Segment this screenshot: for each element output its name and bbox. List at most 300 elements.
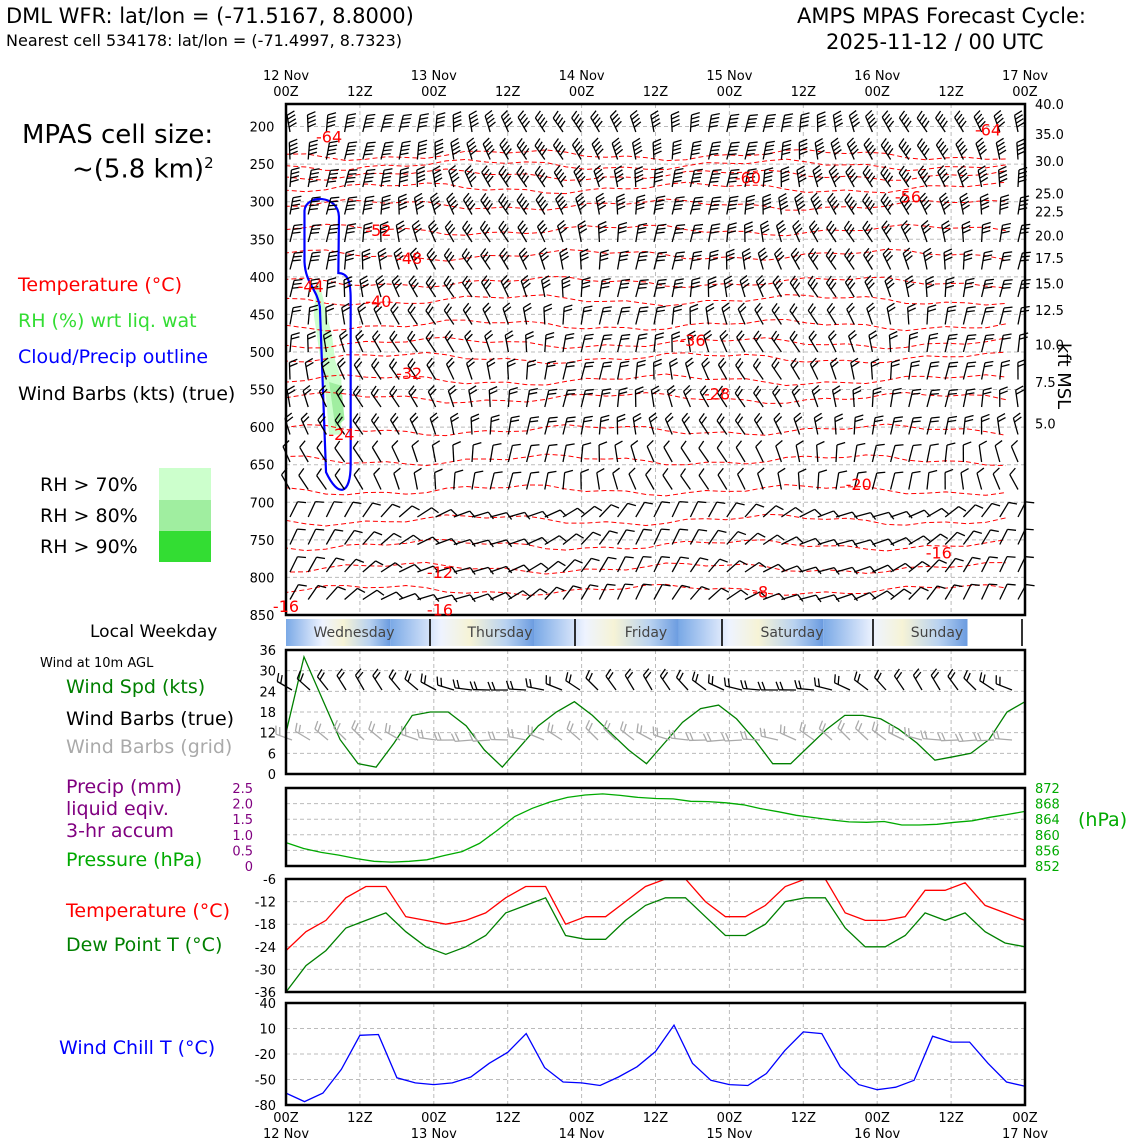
upper-wind-barb-flag [353, 414, 358, 421]
upper-wind-barb-flag [542, 280, 549, 284]
upper-wind-barb-flag [485, 228, 490, 235]
upper-wind-barb-flag [868, 255, 873, 262]
upper-wind-barb-flag [847, 279, 852, 286]
upper-wind-barb-flag [912, 421, 921, 422]
upper-wind-barb-flag [738, 303, 744, 309]
upper-wind-barb-flag [811, 334, 816, 341]
upper-wind-barb [527, 418, 531, 435]
upper-wind-barb-flag [981, 202, 989, 206]
upper-wind-barb-flag [473, 443, 481, 445]
upper-wind-barb-flag [620, 255, 628, 257]
upper-wind-barb-flag [521, 252, 527, 258]
upper-wind-barb-flag [702, 358, 708, 364]
upper-wind-barb-flag [794, 389, 800, 395]
upper-wind-barb-flag [1010, 468, 1016, 474]
upper-wind-barb-flag [483, 224, 488, 231]
upper-wind-barb-flag [366, 118, 374, 119]
upper-wind-barb [581, 585, 590, 600]
surface-grid-wind-barb [959, 740, 976, 741]
upper-wind-barb-flag [776, 252, 782, 258]
nearest-cell-subtitle: Nearest cell 534178: lat/lon = (-71.4997, 8.7323) [6, 31, 402, 50]
surface-wind-barb-flag [835, 674, 836, 683]
upper-wind-barb [326, 502, 333, 517]
upper-wind-barb-flag [889, 332, 897, 336]
upper-wind-barb-flag [597, 469, 604, 473]
upper-wind-barb-flag [681, 469, 686, 476]
upper-wind-barb-flag [809, 331, 814, 338]
upper-wind-barb-flag [833, 111, 840, 115]
surface-grid-wind-barb [995, 739, 1012, 740]
upper-wind-barb-flag [692, 278, 700, 280]
upper-wind-barb-flag [962, 222, 970, 226]
upper-wind-barb [454, 540, 470, 545]
surface-wind-barb [815, 686, 832, 690]
upper-wind-barb-flag [779, 197, 786, 201]
upper-wind-barb-flag [864, 138, 869, 145]
upper-wind-barb-flag [310, 260, 318, 261]
surface-grid-wind-barb-flag [800, 722, 802, 730]
upper-wind-barb-flag [738, 389, 743, 396]
surface-wind-barb [297, 679, 310, 690]
upper-wind-barb-flag [718, 530, 726, 532]
upper-wind-barb-flag [361, 284, 368, 288]
legend-rh: RH (%) wrt liq. wat [18, 310, 197, 332]
upper-wind-barb-flag [756, 389, 761, 396]
upper-wind-barb-flag [895, 472, 903, 473]
upper-wind-barb [727, 503, 737, 517]
upper-wind-barb-flag [328, 278, 336, 280]
upper-wind-barb-flag [308, 336, 316, 339]
upper-wind-barb-flag [949, 334, 957, 335]
upper-wind-barb-flag [710, 250, 718, 252]
upper-wind-barb [717, 448, 727, 462]
upper-wind-barb-flag [833, 146, 840, 151]
upper-wind-barb-flag [887, 591, 894, 596]
upper-wind-barb-flag [946, 285, 954, 288]
upper-wind-barb-flag [792, 334, 797, 341]
upper-wind-barb-flag [596, 193, 603, 197]
weekday-label: Wednesday [313, 625, 395, 641]
upper-wind-barb-flag [847, 197, 852, 204]
upper-wind-barb-flag [434, 204, 441, 209]
upper-wind-barb-flag [312, 229, 321, 230]
upper-wind-barb-flag [720, 559, 728, 562]
upper-wind-barb-flag [785, 114, 793, 115]
upper-wind-barb-flag [633, 118, 640, 123]
upper-wind-barb-flag [392, 440, 398, 446]
upper-wind-barb-flag [731, 114, 739, 115]
upper-wind-barb [754, 338, 763, 352]
upper-wind-barb-flag [777, 535, 784, 540]
upper-wind-barb-flag [538, 114, 543, 121]
upper-wind-barb-flag [402, 118, 410, 119]
temperature-contour-label: -16 [426, 600, 454, 620]
upper-wind-barb-flag [436, 121, 444, 123]
upper-wind-barb [963, 308, 967, 325]
upper-wind-barb-flag [330, 224, 338, 225]
upper-wind-barb-flag [832, 200, 837, 207]
upper-wind-barb-flag [693, 145, 701, 147]
upper-wind-barb-flag [675, 201, 683, 202]
upper-wind-barb-flag [692, 209, 701, 210]
upper-wind-barb-flag [346, 122, 354, 124]
upper-wind-barb-flag [308, 332, 316, 335]
upper-wind-barb-flag [681, 441, 686, 448]
upper-wind-barb-flag [984, 287, 992, 288]
upper-wind-barb-flag [722, 303, 729, 308]
upper-wind-barb-flag [329, 205, 338, 206]
upper-wind-barb [836, 445, 837, 462]
surface-wind-barb-flag [712, 676, 713, 685]
upper-wind-barb-flag [849, 307, 855, 313]
upper-wind-barb-flag [863, 194, 868, 201]
upper-wind-barb-flag [904, 145, 909, 152]
upper-wind-barb-flag [852, 149, 858, 155]
upper-wind-barb-flag [928, 305, 936, 308]
upper-wind-barb-flag [728, 208, 736, 209]
upper-wind-barb [709, 225, 712, 242]
surface-grid-wind-barb [838, 728, 850, 740]
upper-wind-barb-flag [519, 142, 524, 149]
upper-wind-barb-flag [738, 362, 743, 369]
upper-wind-barb [891, 589, 904, 599]
upper-wind-barb [891, 538, 907, 545]
upper-wind-barb-flag [598, 222, 606, 225]
height-tick-label: 12.5 [1035, 303, 1064, 319]
pressure-tick-label: 600 [249, 421, 275, 437]
upper-wind-barb-flag [748, 146, 756, 147]
upper-wind-barb-flag [486, 114, 493, 119]
upper-wind-barb-flag [963, 442, 971, 445]
upper-wind-barb-flag [829, 279, 834, 286]
upper-wind-barb [445, 337, 454, 352]
surface-wind-barb-flag [877, 673, 881, 681]
surface-wind-barb [797, 688, 814, 690]
upper-wind-barb-flag [863, 166, 868, 173]
surface-grid-wind-barb [941, 740, 958, 741]
upper-wind-barb [790, 338, 800, 352]
upper-wind-barb [709, 115, 712, 132]
upper-wind-barb-flag [876, 444, 884, 445]
upper-wind-barb-flag [509, 392, 517, 394]
upper-wind-barb-flag [582, 278, 590, 280]
upper-wind-barb [763, 506, 776, 517]
upper-wind-barb [854, 445, 857, 462]
upper-wind-barb-flag [603, 339, 612, 340]
upper-wind-barb [754, 393, 764, 407]
surface-wind-barb-flag [795, 680, 797, 688]
upper-wind-barb-flag [985, 311, 994, 312]
upper-wind-barb-flag [524, 307, 531, 311]
upper-wind-barb-flag [289, 359, 297, 362]
upper-wind-barb [490, 592, 505, 599]
upper-wind-barb-flag [402, 141, 410, 143]
upper-wind-barb-flag [999, 167, 1007, 171]
upper-wind-barb-flag [671, 116, 679, 119]
upper-wind-barb-flag [415, 193, 422, 197]
upper-wind-barb-flag [1015, 111, 1022, 116]
upper-wind-barb-flag [961, 149, 967, 155]
upper-wind-barb-flag [1002, 227, 1010, 229]
upper-wind-barb-flag [711, 177, 720, 178]
upper-wind-barb-flag [466, 197, 471, 204]
upper-wind-barb-flag [761, 225, 768, 229]
upper-wind-barb [690, 502, 697, 517]
upper-wind-barb-flag [680, 529, 689, 530]
upper-wind-barb-flag [1025, 529, 1034, 530]
upper-wind-barb-flag [781, 179, 789, 182]
precip-tick-label: 2.5 [232, 782, 253, 797]
upper-wind-barb-flag [983, 222, 991, 225]
upper-wind-barb-flag [628, 503, 636, 505]
upper-wind-barb-flag [891, 364, 899, 367]
upper-wind-barb-flag [601, 250, 609, 252]
pressure-tick-label: 800 [249, 571, 275, 587]
upper-wind-barb-flag [677, 225, 686, 226]
surface-grid-wind-barb-flag [889, 724, 890, 733]
upper-wind-barb [654, 585, 662, 600]
upper-wind-barb-flag [883, 197, 888, 204]
upper-wind-barb-flag [392, 334, 397, 341]
upper-wind-barb-flag [637, 232, 645, 234]
upper-wind-barb-flag [376, 276, 383, 281]
upper-wind-barb-flag [535, 111, 540, 118]
upper-wind-barb-flag [753, 359, 758, 366]
surface-grid-wind-barb [473, 740, 490, 741]
upper-wind-barb-flag [599, 442, 607, 445]
upper-wind-barb-flag [558, 173, 563, 180]
upper-wind-barb [872, 390, 873, 407]
surface-wind-barb [337, 676, 346, 690]
upper-wind-barb-flag [888, 203, 893, 210]
upper-wind-barb-flag [435, 178, 442, 182]
upper-wind-barb-flag [294, 224, 302, 225]
upper-wind-barb-flag [852, 512, 857, 519]
upper-wind-barb-flag [912, 393, 920, 394]
windchill-panel-tick-label: 10 [259, 1022, 276, 1038]
upper-wind-barb-flag [289, 139, 297, 142]
surface-wind-barb [913, 675, 922, 690]
upper-wind-barb-flag [511, 416, 519, 418]
upper-wind-barb [394, 473, 399, 489]
upper-wind-barb-flag [686, 358, 693, 363]
surface-grid-wind-barb-flag [385, 723, 386, 731]
upper-wind-barb-flag [612, 114, 618, 120]
upper-wind-barb-flag [834, 115, 841, 119]
upper-wind-barb [977, 473, 982, 489]
upper-wind-barb-flag [576, 169, 582, 175]
upper-wind-barb-flag [884, 114, 889, 121]
upper-wind-barb-flag [469, 111, 476, 115]
upper-wind-barb [1018, 308, 1021, 325]
upper-wind-barb-flag [784, 118, 792, 119]
upper-wind-barb-flag [499, 166, 504, 173]
upper-wind-barb [909, 473, 912, 490]
upper-wind-barb-flag [673, 309, 681, 311]
upper-wind-barb-flag [955, 111, 960, 118]
top-hour-label: 00Z [421, 85, 447, 100]
height-tick-label: 35.0 [1035, 128, 1064, 144]
upper-wind-barb-flag [835, 418, 843, 422]
windchill-panel-tick-label: -50 [254, 1073, 276, 1089]
upper-wind-barb-flag [643, 529, 651, 530]
upper-wind-barb-flag [832, 142, 839, 147]
upper-wind-barb [290, 308, 293, 325]
upper-wind-barb-flag [411, 279, 416, 286]
upper-wind-barb-flag [643, 584, 652, 585]
upper-wind-barb-flag [374, 362, 379, 369]
surface-grid-wind-barb-flag [641, 725, 642, 733]
upper-wind-barb-flag [690, 308, 698, 311]
upper-wind-barb-flag [486, 173, 491, 180]
upper-wind-barb-flag [603, 307, 611, 308]
upper-wind-barb-flag [467, 228, 472, 235]
upper-wind-barb-flag [835, 150, 842, 155]
upper-wind-barb-flag [290, 363, 298, 366]
upper-wind-barb [982, 530, 991, 545]
upper-wind-barb-flag [435, 147, 443, 150]
upper-wind-barb-flag [958, 142, 964, 148]
upper-wind-barb [453, 445, 454, 462]
upper-wind-barb-flag [767, 115, 775, 116]
upper-wind-barb-flag [906, 256, 913, 261]
upper-wind-barb-flag [290, 180, 298, 182]
upper-wind-barb-flag [886, 118, 891, 125]
upper-wind-barb-flag [447, 252, 452, 259]
upper-wind-barb-flag [777, 283, 782, 290]
surface-grid-wind-barb [621, 730, 634, 740]
surface-grid-wind-barb [528, 734, 544, 740]
upper-wind-barb-flag [566, 444, 574, 445]
upper-wind-barb-flag [943, 229, 950, 234]
upper-wind-barb-flag [833, 390, 840, 395]
upper-wind-barb-flag [394, 533, 402, 537]
upper-wind-barb-flag [911, 365, 919, 367]
surface-grid-wind-barb [889, 732, 904, 740]
upper-wind-barb-flag [488, 362, 495, 366]
upper-wind-barb-flag [886, 200, 891, 207]
upper-wind-barb [563, 335, 566, 352]
upper-wind-barb-flag [924, 248, 931, 253]
upper-wind-barb [773, 392, 782, 407]
upper-wind-barb-flag [372, 441, 377, 448]
upper-wind-barb [835, 418, 836, 435]
upper-wind-barb [527, 363, 528, 380]
upper-wind-barb-flag [1002, 224, 1010, 226]
surface-wind-barb-flag [741, 680, 743, 688]
upper-wind-barb-flag [941, 173, 947, 179]
upper-wind-barb-flag [491, 419, 499, 421]
upper-wind-barb-flag [1004, 252, 1012, 253]
upper-wind-barb [436, 510, 451, 517]
upper-wind-barb [982, 557, 990, 572]
surface-wind-barb-flag [405, 671, 408, 679]
surface-wind-barb [875, 677, 886, 690]
upper-wind-barb-flag [917, 111, 922, 118]
upper-wind-barb-flag [499, 221, 504, 228]
upper-wind-barb-flag [542, 256, 549, 261]
upper-wind-barb-flag [910, 336, 918, 339]
upper-wind-barb-flag [448, 362, 454, 368]
upper-wind-barb [527, 537, 542, 544]
upper-wind-barb-flag [603, 366, 611, 367]
upper-wind-barb-flag [1019, 204, 1027, 206]
upper-wind-barb-flag [799, 178, 806, 182]
upper-wind-barb-flag [671, 112, 679, 115]
upper-wind-barb-flag [764, 176, 772, 178]
upper-wind-barb-flag [729, 150, 738, 151]
upper-wind-barb-flag [989, 584, 998, 585]
upper-wind-barb-flag [816, 177, 823, 182]
upper-wind-barb-flag [857, 444, 865, 446]
upper-wind-barb-flag [965, 419, 973, 421]
upper-wind-barb-flag [936, 111, 941, 118]
upper-wind-barb-flag [999, 178, 1007, 182]
surface-grid-wind-barb-flag [942, 733, 945, 741]
upper-wind-barb-flag [816, 204, 822, 210]
surface-wind-barb-flag [457, 680, 459, 688]
surface-grid-wind-barb [800, 730, 814, 740]
upper-wind-barb-flag [717, 441, 722, 448]
legend-precip-2: liquid eqiv. [66, 798, 169, 820]
upper-wind-barb-flag [609, 531, 617, 533]
upper-wind-barb-flag [782, 126, 790, 127]
pressure-tick-label: 860 [1035, 828, 1060, 844]
surface-wind-barb-flag [470, 681, 473, 689]
surface-grid-wind-barb [276, 734, 292, 740]
upper-wind-barb [699, 448, 709, 462]
bottom-hour-label: 00Z [421, 1111, 447, 1126]
upper-wind-barb-flag [400, 176, 408, 178]
upper-wind-barb-flag [744, 256, 751, 260]
bottom-hour-label: 12Z [347, 1111, 373, 1126]
upper-wind-barb-flag [940, 534, 947, 538]
upper-wind-barb [472, 512, 488, 517]
surface-wind-barb-flag [643, 669, 648, 676]
upper-wind-barb [545, 363, 548, 380]
windchill-panel-tick-label: 40 [259, 997, 276, 1012]
upper-wind-barb-flag [1016, 119, 1023, 124]
upper-wind-barb-flag [1014, 417, 1021, 422]
upper-wind-barb-flag [990, 530, 998, 532]
upper-wind-barb-flag [602, 279, 610, 281]
upper-wind-barb-flag [985, 338, 993, 339]
temperature-panel-tick-label: -30 [254, 963, 276, 979]
upper-wind-barb-flag [656, 232, 664, 233]
surface-grid-wind-barb [923, 739, 940, 740]
upper-wind-barb-flag [418, 126, 426, 128]
upper-wind-barb [545, 561, 558, 572]
upper-wind-barb-flag [437, 117, 445, 119]
upper-wind-barb-flag [621, 311, 630, 312]
upper-wind-barb-flag [450, 389, 457, 394]
upper-wind-barb-flag [819, 470, 827, 473]
upper-wind-barb-flag [966, 311, 974, 312]
upper-wind-barb [390, 338, 399, 352]
upper-wind-barb [527, 511, 543, 517]
upper-wind-barb-flag [327, 153, 335, 155]
upper-wind-barb-flag [335, 468, 340, 475]
upper-wind-barb [963, 363, 967, 379]
upper-wind-barb-flag [774, 413, 780, 419]
upper-wind-barb-flag [675, 279, 683, 280]
upper-wind-barb-flag [396, 221, 403, 225]
surface-grid-wind-barb-flag [856, 721, 859, 729]
upper-wind-barb-flag [293, 306, 301, 308]
upper-wind-barb-flag [596, 145, 602, 151]
upper-wind-barb-flag [911, 361, 919, 363]
upper-wind-barb-flag [931, 390, 940, 391]
